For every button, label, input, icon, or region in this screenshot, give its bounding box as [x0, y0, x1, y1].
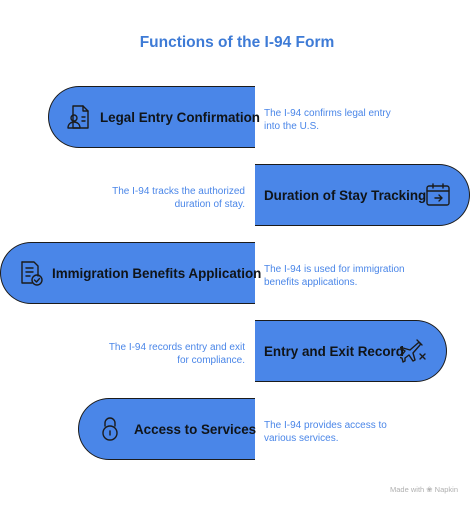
pill-label: Legal Entry Confirmation: [100, 109, 260, 125]
description-duration-of-stay-tracking: The I-94 tracks the authorized duration of stay.: [112, 186, 245, 210]
pill-legal-entry-confirmation: [48, 86, 260, 148]
pill-label: Immigration Benefits Application: [52, 265, 262, 281]
id-document-icon: [65, 103, 93, 131]
padlock-icon: [96, 415, 124, 443]
description-access-to-services: The I-94 provides access to various services.: [264, 420, 387, 444]
diagram-title: Functions of the I-94 Form: [139, 34, 335, 51]
pill-label: Entry and Exit Record: [264, 343, 404, 359]
pill-access-to-services: [78, 398, 255, 460]
calendar-icon: [424, 181, 452, 209]
description-immigration-benefits-application: The I-94 is used for immigration benefits applications.: [264, 264, 405, 288]
plane-icon: [400, 337, 428, 365]
pill-duration-of-stay-tracking: [255, 164, 470, 226]
document-check-icon: [17, 259, 45, 287]
pill-label: Duration of Stay Tracking: [264, 187, 427, 203]
pill-label: Access to Services: [134, 421, 257, 437]
description-legal-entry-confirmation: The I-94 confirms legal entry into the U.S.: [264, 108, 391, 132]
pill-immigration-benefits-application: [0, 242, 262, 304]
napkin-watermark: Made with ❀ Napkin: [390, 485, 458, 494]
description-entry-and-exit-record: The I-94 records entry and exit for compliance.: [108, 342, 245, 366]
pill-entry-and-exit-record: [255, 320, 447, 382]
